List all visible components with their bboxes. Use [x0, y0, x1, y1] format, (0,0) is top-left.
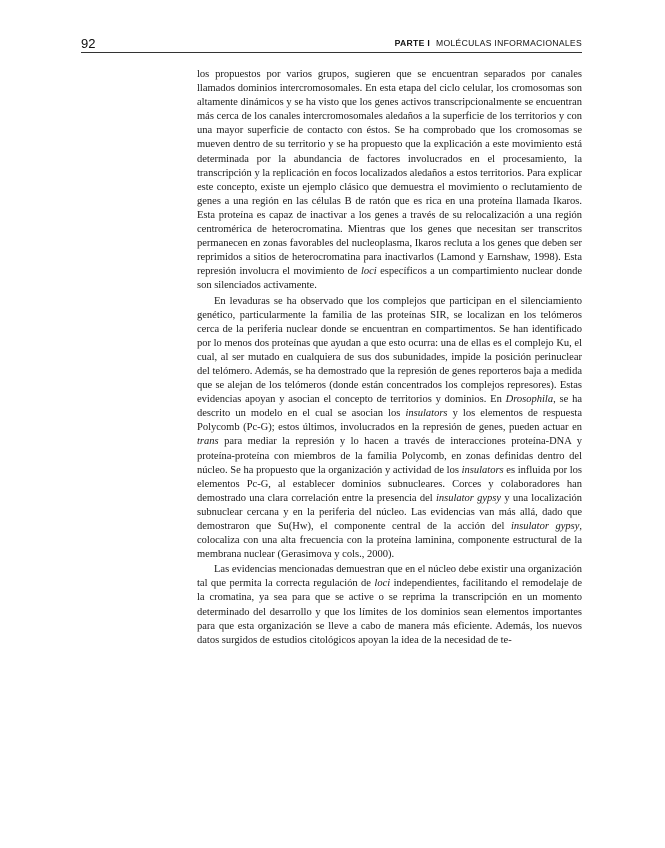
text-run: es influida por los elementos Pc-G, al establecer dominios subnucleares. Corces y colaboradores han demostrado una clara correlación entre la presencia del [197, 464, 583, 504]
header-rule [81, 52, 582, 53]
italic-term: Drosophila [505, 394, 554, 406]
italic-term: insulator gypsy [435, 492, 502, 504]
running-head [395, 38, 582, 48]
paragraph [197, 68, 582, 294]
italic-term: insulators [405, 408, 448, 420]
text-run: para mediar la represión y lo hacen a través de interacciones proteína-DNA y proteína-proteína con miembros de la familia Polycomb, en zonas definidas dentro del núcleo. Se ha propuesto que la organización y actividad de los [197, 436, 582, 476]
text-run: , colocaliza con una alta frecuencia con la proteína laminina, componente estructural de la membrana nuclear (Gerasimova y cols., 2000). [197, 521, 582, 561]
italic-term: loci [360, 266, 377, 278]
part-title: MOLÉCULAS INFORMACIONALES [436, 38, 582, 48]
part-label: PARTE I [394, 38, 431, 48]
page-number: 92 [81, 36, 96, 51]
italic-term: trans [197, 436, 219, 448]
italic-term: insulator gypsy [511, 521, 580, 532]
text-run: y los elementos de respuesta Polycomb (Pc-G); estos últimos, involucrados en la represión de genes, pueden actuar en [197, 408, 582, 434]
text-run: los propuestos por varios grupos, sugieren que se encuentran separados por canales llamados dominios intercromosomales. En esta etapa del ciclo celular, los cromosomas son altamente dinámicos y se ha visto que los genes activos transcripcionalmente se encuentran más cerca de los canales intercromosomales aledaños a la superficie de los territorios y con una mayor superficie de contacto con éstos. Se ha comprobado que los cromosomas se mueven dentro de su territorio y se ha propuesto que la explicación a este movimiento está determinada por la abundancia de factores involucrados en el procesamiento, la transcripción y la replicación en focos localizados aledaños a estos territorios. Para explicar este concepto, existe un ejemplo clásico que demuestra el movimiento o reclutamiento de genes a una región en las células B de ratón que es rica en una proteína llamada Ikaros. Esta proteína es capaz de inactivar a los genes a través de su relocalización a una región centromérica de heterocromatina. Mientras que los genes que necesitan ser transcritos permanecen en zonas favorables del nucleoplasma, Ikaros recluta a los genes que deben ser reprimidos a sitios de heterocromatina para inactivarlos (Lamond y Earnshaw, 1998). Esta represión involucra el movimiento de [197, 69, 582, 278]
body-text [197, 68, 582, 648]
text-run: , se ha descrito un modelo en el cual se asocian los [197, 394, 582, 420]
text-run: y una localización subnuclear cercana y en la periferia del núcleo. Las evidencias van más allá, dado que demostraron que Su(Hw), el componente central de la acción del [197, 492, 582, 532]
paragraph [197, 563, 582, 648]
italic-term: loci [374, 578, 391, 590]
text-run: En levaduras se ha observado que los complejos que participan en el silenciamiento genético, particularmente la familia de las proteínas SIR, se localizan en los telómeros cerca de la periferia nuclear donde se encuentran en compartimentos. Se han identificado por lo menos dos proteínas que ayudan a que esto ocurra: una de ellas es el complejo Ku, el cual, al ser mutado en cualquiera de sus dos subunidades, impide la posición perinuclear del telómero. Además, se ha demostrado que la represión de genes reporteros baja a medida que se alejan de los telómeros (donde están concentrados los complejos represores). Estas evidencias apoyan y asocian el concepto de territorios y dominios. En [197, 295, 582, 406]
italic-term: insulators [461, 464, 504, 476]
text-run: Las evidencias mencionadas demuestran que en el núcleo debe existir una organización tal que permita la correcta regulación de [197, 564, 582, 590]
text-run: independientes, facilitando el remodelaje de la cromatina, ya sea para que se active o se reprima la transcripción en un momento determinado del desarrollo y que los límites de los dominios sean elementos importantes para que esta organización se lleve a cabo de manera más eficiente. Además, los nuevos datos surgidos de estudios citológicos apoyan la idea de la necesidad de te- [197, 578, 583, 646]
paragraph [197, 295, 582, 563]
text-run: específicos a un compartimiento nuclear donde son silenciados activamente. [197, 266, 582, 292]
